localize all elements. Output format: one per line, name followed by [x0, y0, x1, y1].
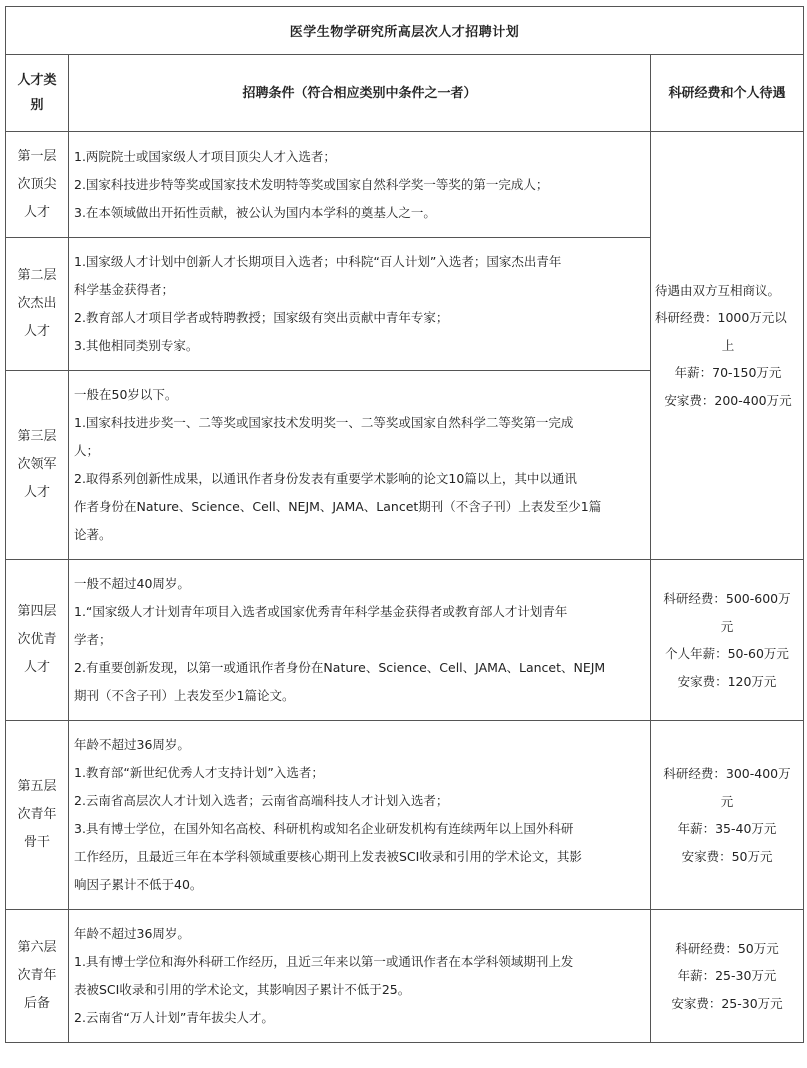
- condition-line: 年龄不超过36周岁。: [74, 737, 190, 752]
- benefit-line: 科研经费：300-400万: [663, 766, 791, 781]
- category-cell: [6, 132, 69, 238]
- table-row: [6, 132, 804, 238]
- condition-line: 论著。: [74, 527, 112, 542]
- category-line: 骨干: [23, 835, 50, 850]
- benefits-cell-merged: [651, 132, 804, 560]
- category-line: 次领军: [17, 457, 57, 472]
- condition-line: 科学基金获得者；: [74, 282, 175, 297]
- conditions-cell: [69, 910, 651, 1043]
- benefits-cell: [651, 910, 804, 1043]
- conditions-cell: [69, 371, 651, 560]
- benefit-line: 待遇由双方互相商议。: [655, 282, 781, 298]
- category-cell: [6, 238, 69, 371]
- recruitment-table: [5, 6, 804, 1043]
- condition-line: 2.教育部人才项目学者或特聘教授；国家级有突出贡献中青年专家；: [74, 310, 449, 325]
- category-line: 人才: [23, 660, 50, 675]
- category-line: 人才: [23, 324, 50, 339]
- category-line: 次顶尖: [17, 176, 57, 192]
- category-cell: [6, 371, 69, 560]
- condition-line: 3.在本领域做出开拓性贡献，被公认为国内本学科的奠基人之一。: [74, 204, 436, 220]
- benefit-line: 上: [721, 337, 735, 353]
- benefit-line: 安家费：50万元: [681, 848, 773, 864]
- category-line: 人才: [23, 204, 50, 220]
- conditions-cell: [69, 238, 651, 371]
- condition-line: 人；: [74, 443, 100, 458]
- category-cell: [6, 560, 69, 721]
- category-line: 第三层: [17, 429, 57, 444]
- condition-line: 2.取得系列创新性成果，以通讯作者身份发表有重要学术影响的论文10篇以上，其中以通讯: [74, 471, 577, 486]
- condition-line: 一般不超过40周岁。: [74, 576, 190, 591]
- category-line: 次优青: [17, 632, 57, 647]
- condition-line: 期刊（不含子刊）上表发至少1篇论文。: [74, 688, 295, 703]
- condition-line: 一般在50岁以下。: [74, 387, 178, 402]
- condition-line: 工作经历，且最近三年在本学科领域重要核心期刊上发表被SCI收录和引用的学术论文，其影: [74, 849, 582, 864]
- category-line: 第六层: [17, 940, 57, 955]
- benefit-line: 科研经费：1000万元以: [655, 310, 787, 326]
- condition-line: 表被SCI收录和引用的学术论文，其影响因子累计不低于25。: [74, 982, 411, 997]
- category-line: 次杰出: [17, 296, 57, 311]
- conditions-cell: [69, 132, 651, 238]
- condition-line: 1.“国家级人才计划青年项目入选者或国家优秀青年科学基金获得者或教育部人才计划青年: [74, 604, 568, 619]
- conditions-cell: [69, 721, 651, 910]
- benefit-line: 年薪：70-150万元: [674, 365, 782, 381]
- header-category: [6, 55, 69, 132]
- condition-line: 1.具有博士学位和海外科研工作经历，且近三年来以第一或通讯作者在本学科领域期刊上发: [74, 954, 574, 969]
- benefit-line: 安家费：200-400万元: [664, 392, 792, 408]
- benefit-line: 元: [720, 618, 734, 634]
- category-line: 第一层: [17, 148, 57, 164]
- table-row: [6, 560, 804, 721]
- header-conditions: 招聘条件（符合相应类别中条件之一者）: [69, 55, 651, 132]
- category-line: 第四层: [17, 604, 57, 619]
- category-line: 第五层: [17, 779, 57, 794]
- header-category-line: 人才类: [17, 73, 57, 88]
- condition-line: 2.云南省高层次人才计划入选者；云南省高端科技人才计划入选者；: [74, 793, 449, 808]
- condition-line: 1.国家级人才计划中创新人才长期项目入选者；中科院“百人计划”入选者；国家杰出青年: [74, 254, 562, 269]
- condition-line: 1.国家科技进步奖一、二等奖或国家技术发明奖一、二等奖或国家自然科学二等奖第一完成: [74, 415, 574, 430]
- condition-line: 作者身份在Nature、Science、Cell、NEJM、JAMA、Lancet期刊（不含子刊）上表发至少1篇: [74, 499, 602, 514]
- condition-line: 3.其他相同类别专家。: [74, 338, 199, 353]
- condition-line: 3.具有博士学位，在国外知名高校、科研机构或知名企业研发机构有连续两年以上国外科研: [74, 821, 574, 836]
- table-row: [6, 721, 804, 910]
- benefit-line: 年薪：35-40万元: [677, 821, 777, 836]
- condition-line: 2.有重要创新发现，以第一或通讯作者身份在Nature、Science、Cell、JAMA、Lancet、NEJM: [74, 660, 606, 675]
- condition-line: 响因子累计不低于40。: [74, 877, 203, 892]
- benefit-line: 科研经费：500-600万: [663, 591, 791, 606]
- category-line: 次青年: [17, 968, 57, 983]
- benefit-line: 安家费：120万元: [677, 673, 777, 689]
- table-title: 医学生物学研究所高层次人才招聘计划: [6, 7, 804, 55]
- benefits-cell: [651, 721, 804, 910]
- header-benefits: 科研经费和个人待遇: [651, 55, 804, 132]
- category-line: 后备: [23, 996, 50, 1011]
- conditions-cell: [69, 560, 651, 721]
- category-line: 人才: [23, 485, 50, 500]
- benefit-line: 安家费：25-30万元: [671, 995, 783, 1011]
- condition-line: 年龄不超过36周岁。: [74, 926, 190, 941]
- table-row: [6, 910, 804, 1043]
- condition-line: 2.云南省“万人计划”青年拔尖人才。: [74, 1010, 274, 1025]
- condition-line: 1.教育部“新世纪优秀人才支持计划”入选者；: [74, 765, 324, 780]
- category-line: 次青年: [17, 807, 57, 822]
- condition-line: 学者；: [74, 632, 112, 647]
- condition-line: 2.国家科技进步特等奖或国家技术发明特等奖或国家自然科学奖一等奖的第一完成人；: [74, 176, 549, 192]
- benefit-line: 科研经费：50万元: [675, 940, 779, 956]
- benefit-line: 元: [720, 793, 734, 809]
- benefit-line: 年薪：25-30万元: [677, 968, 777, 984]
- category-cell: [6, 910, 69, 1043]
- benefit-line: 个人年薪：50-60万元: [665, 646, 789, 661]
- category-line: 第二层: [17, 268, 57, 283]
- header-category-line: 别: [30, 98, 44, 113]
- benefits-cell: [651, 560, 804, 721]
- category-cell: [6, 721, 69, 910]
- condition-line: 1.两院院士或国家级人才项目顶尖人才入选者；: [74, 148, 336, 164]
